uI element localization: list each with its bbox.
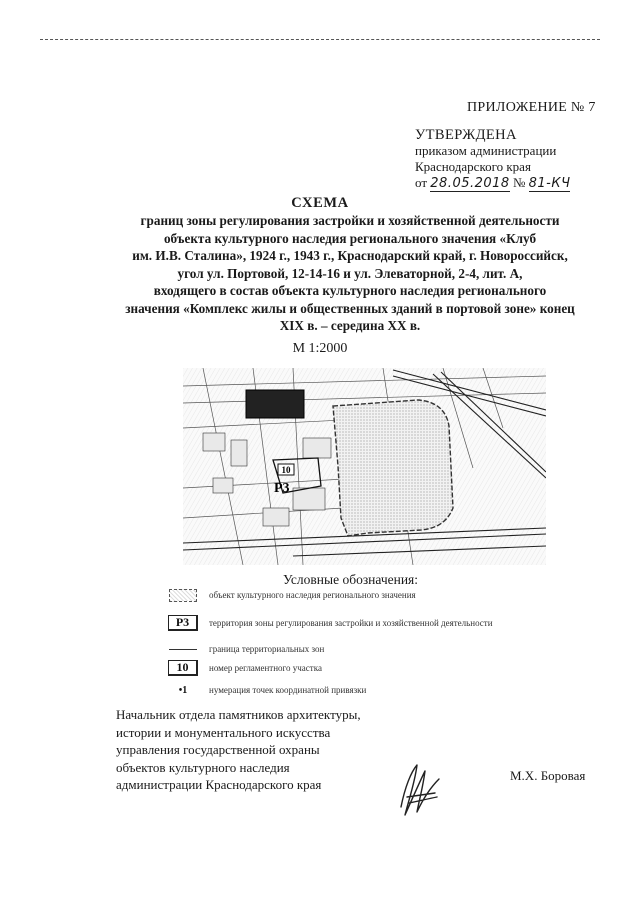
description-line: границ зоны регулирования застройки и хозяйственной деятельности [140, 213, 560, 228]
line-icon [169, 649, 197, 650]
heritage-building-block [246, 390, 304, 418]
legend-title: Условные обозначения: [283, 572, 419, 587]
document-title: СХЕМА [291, 195, 349, 211]
description-line: угол ул. Портовой, 12-14-16 и ул. Элеваторной, 2-4, лит. А, [177, 265, 523, 281]
top-border-rule [40, 39, 600, 40]
description-line: объекта культурного наследия регионального значения «Клуб [163, 230, 537, 246]
map-scale: М 1:2000 [292, 341, 348, 356]
approval-date: 28.05.2018 [430, 176, 510, 191]
legend-symbol-point [163, 682, 203, 698]
signatory-position [116, 706, 361, 794]
position-line: администрации Краснодарского края [116, 777, 322, 792]
plot-box-icon: 10 [168, 660, 198, 676]
number-sign: № [512, 175, 526, 190]
handwritten-signature [395, 757, 445, 825]
heritage-zone-area [333, 400, 453, 536]
site-map [183, 368, 546, 565]
appendix-label: ПРИЛОЖЕНИЕ № 7 [467, 100, 596, 115]
legend-text: объект культурного наследия регионального значения [209, 590, 416, 600]
date-prefix: от [415, 175, 428, 190]
position-line: Начальник отдела памятников архитектуры, [116, 707, 361, 722]
approval-line-1: приказом администрации [415, 143, 557, 158]
approval-number: 81-КЧ [528, 176, 571, 191]
approval-date-line [415, 175, 570, 192]
legend-text: нумерация точек координатной привязки [209, 685, 367, 695]
zone-label: Р3 [274, 481, 290, 496]
description-line: входящего в состав объекта культурного наследия регионального [153, 283, 547, 298]
description-line: XIX в. – середина XX в. [279, 318, 421, 333]
legend-text: граница территориальных зон [209, 644, 325, 654]
document-description [110, 212, 590, 335]
legend-text: территория зоны регулирования застройки и хозяйственной деятельности [209, 618, 493, 628]
approval-title: УТВЕРЖДЕНА [415, 127, 517, 143]
signatory-name: М.Х. Боровая [510, 768, 586, 783]
description-line: значения «Комплекс жилы и общественных зданий в портовой зоне» конец [125, 300, 575, 316]
legend-symbol-boundary [163, 641, 203, 657]
description-line: им. И.В. Сталина», 1924 г., 1943 г., Краснодарский край, г. Новороссийск, [132, 248, 568, 263]
plot-number-label: 10 [281, 465, 291, 475]
legend-text: номер регламентного участка [209, 663, 322, 673]
approval-line-2: Краснодарского края [415, 159, 531, 174]
zone-box-icon: Р3 [168, 615, 198, 631]
position-line: объектов культурного наследия [116, 759, 290, 775]
legend-item [163, 587, 416, 603]
legend-symbol-plot [163, 660, 203, 676]
point-dot-icon: •1 [178, 684, 188, 696]
approval-stamp [415, 127, 570, 192]
legend-item [163, 682, 366, 698]
position-line: истории и монументального искусства [116, 724, 331, 740]
legend-item [163, 615, 493, 631]
legend-item [163, 660, 322, 676]
position-line: управления государственной охраны [116, 742, 320, 757]
legend-symbol-zone [163, 615, 203, 631]
legend-symbol-heritage [163, 587, 203, 603]
dashed-area-icon [169, 589, 197, 602]
legend-item [163, 641, 324, 657]
